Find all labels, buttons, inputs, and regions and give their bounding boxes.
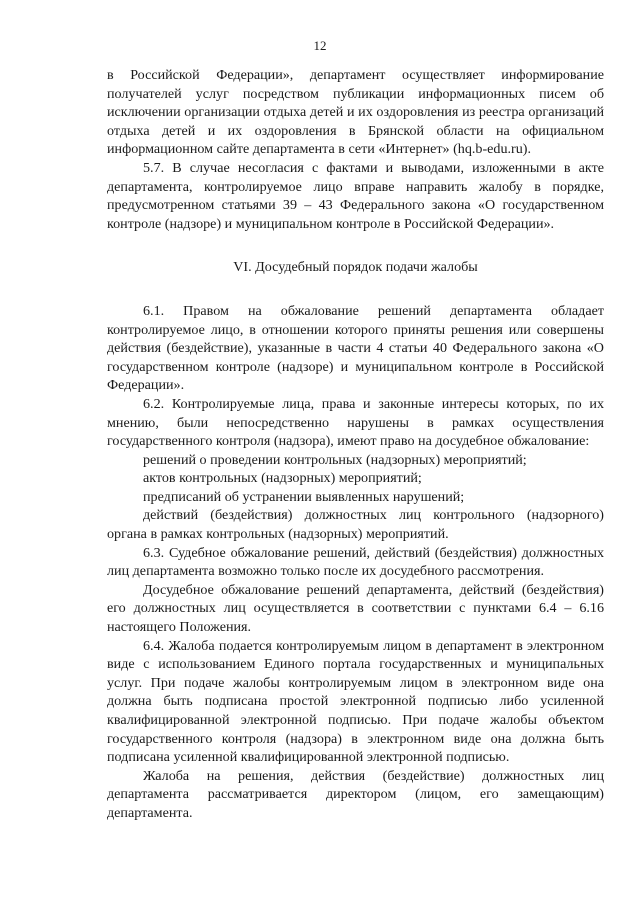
paragraph-6-4-continued: Жалоба на решения, действия (бездействие) должностных лиц департамента рассматривается директором (лицом, его замещающим) департамента. [107,767,604,821]
paragraph-6-4: 6.4. Жалоба подается контролируемым лицом в департамент в электронном виде с использованием Единого портала государственных и муниципальных услуг. При подаче жалобы контролируемым лицом в электронном виде она должна быть подписана простой электронной подписью либо усиленной квалифицированной электронной подписью. При подаче жалобы объектом государственного контроля (надзора) в электронном виде она должна быть подписана усиленной квалифицированной электронной подписью. [107,637,604,766]
paragraph-6-3: 6.3. Судебное обжалование решений, действий (бездействия) должностных лиц департамента возможно только после их досудебного рассмотрения. [107,544,604,580]
paragraph-6-2: 6.2. Контролируемые лица, права и законные интересы которых, по их мнению, были непосредственно нарушены в рамках осуществления государственного контроля (надзора), имеют право на досудебное обжалование: [107,395,604,450]
paragraph-6-1: 6.1. Правом на обжалование решений департамента обладает контролируемое лицо, в отношении которого приняты решения или совершены действия (бездействие), указанные в части 4 статьи 40 Федерального закона «О государственном контроле (надзоре) и муниципальном контроле в Российской Федерации». [107,302,604,394]
document-body [107,66,604,823]
list-item: предписаний об устранении выявленных нарушений; [143,488,465,505]
paragraph-6-3-continued: Досудебное обжалование решений департамента, действий (бездействия) его должностных лиц осуществляется в соответствии с пунктами 6.4 – 6.16 настоящего Положения. [107,581,604,636]
section-heading: VI. Досудебный порядок подачи жалобы [233,259,478,276]
list-item: действий (бездействия) должностных лиц контрольного (надзорного) органа в рамках контрольных (надзорных) мероприятий. [107,507,604,543]
paragraph-continuation: в Российской Федерации», департамент осуществляет информирование получателей услуг посредством публикации информационных писем об исключении организации отдыха детей и их оздоровления из реестра организаций отдыха детей и их оздоровления в Брянской области на официальном информационном сайте департамента в сети «Интернет» (hq.b-edu.ru). [107,67,604,158]
page-number: 12 [313,38,327,53]
paragraph-5-7: 5.7. В случае несогласия с фактами и выводами, изложенными в акте департамента, контролируемое лицо вправе направить жалобу в порядке, предусмотренном статьями 39 – 43 Федерального закона «О государственном контроле (надзоре) и муниципальном контроле в Российской Федерации». [107,159,604,232]
list-item: решений о проведении контрольных (надзорных) мероприятий; [143,451,527,468]
list-item: актов контрольных (надзорных) мероприятий; [143,470,422,487]
